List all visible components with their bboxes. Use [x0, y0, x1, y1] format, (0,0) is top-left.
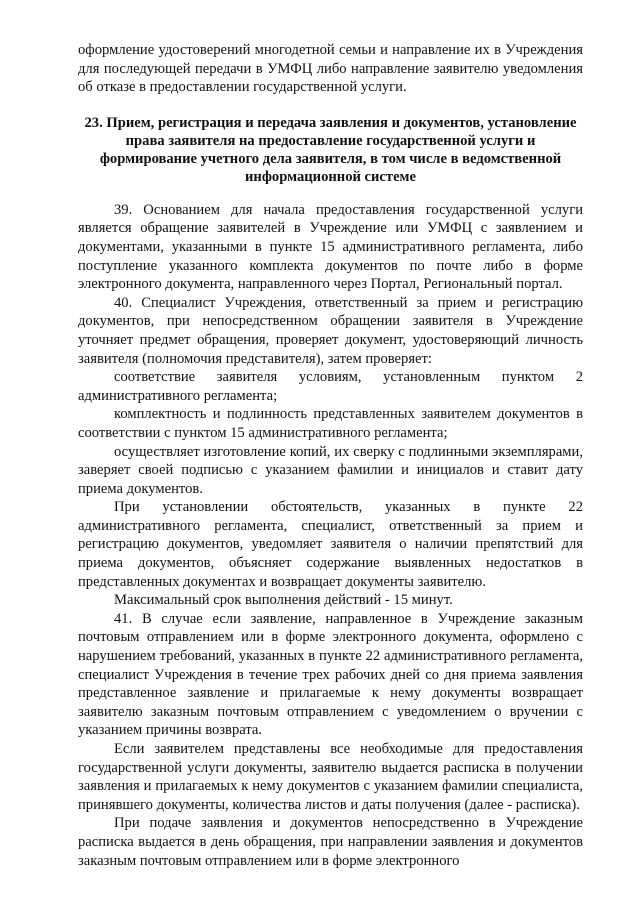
paragraph-receipt: Если заявителем представлены все необходимые для предоставления государственной услуги документы, заявителю выдается расписка в получении заявления и прилагаемых к нему документов с указанием фамилии специалиста, принявшего документы, количества листов и даты получения (далее - расписка). [78, 741, 583, 813]
paragraph-40: 40. Специалист Учреждения, ответственный за прием и регистрацию документов, при непосредственном обращении заявителя в Учреждение уточняет предмет обращения, проверяет документ, удостоверяющий личность заявителя (полномочия представителя), затем проверяет: [78, 294, 583, 367]
paragraph-check-conditions: соответствие заявителя условиям, установленным пунктом 2 административного регламента; [78, 369, 583, 404]
paragraph-obstacles: При установлении обстоятельств, указанных в пункте 22 административного регламента, специалист, ответственный за прием и регистрацию документов, уведомляет заявителя о наличии препятствий для приема документов, объясняет содержание выявленных недостатков в представленных документах и возвращает документы заявителю. [78, 499, 583, 590]
paragraph-41: 41. В случае если заявление, направленное в Учреждение заказным почтовым отправлением или в форме электронного документа, оформлено с нарушением требований, указанных в пункте 22 административного регламента, специалист Учреждения в течение трех рабочих дней со дня приема заявления представленное заявление и прилагаемые к нему документы возвращает заявителю заказным почтовым отправлением с уведомлением о вручении с указанием причины возврата. [78, 610, 583, 739]
intro-paragraph: оформление удостоверений многодетной семьи и направление их в Учреждения для последующей передачи в УМФЦ либо направление заявителю уведомления об отказе в предоставлении государственной услуги. [78, 42, 583, 96]
paragraph-max-time: Максимальный срок выполнения действий - 15 минут. [114, 592, 453, 609]
paragraph-check-completeness: комплектность и подлинность представленных заявителем документов в соответствии с пунктом 15 административного регламента; [78, 406, 583, 441]
paragraph-39: 39. Основанием для начала предоставления государственной услуги является обращение заявителей в Учреждение или УМФЦ с заявлением и документами, указанными в пункте 15 административного регламента, либо поступление указанного комплекта документов по почте либо в форме электронного документа, направленного через Портал, Региональный портал. [78, 201, 583, 293]
section-heading: 23. Прием, регистрация и передача заявления и документов, установление права заявителя на предоставление государственной услуги и формирование учетного дела заявителя, в том числе в ведомственной информационной системе [84, 114, 577, 185]
paragraph-copies: осуществляет изготовление копий, их сверку с подлинными экземплярами, заверяет своей подписью с указанием фамилии и инициалов и ставит дату приема документов. [78, 443, 583, 497]
paragraph-receipt-issue: При подаче заявления и документов непосредственно в Учреждение расписка выдается в день обращения, при направлении заявления и документов заказным почтовым отправлением или в форме электронного [78, 815, 583, 869]
document-page [78, 41, 583, 870]
